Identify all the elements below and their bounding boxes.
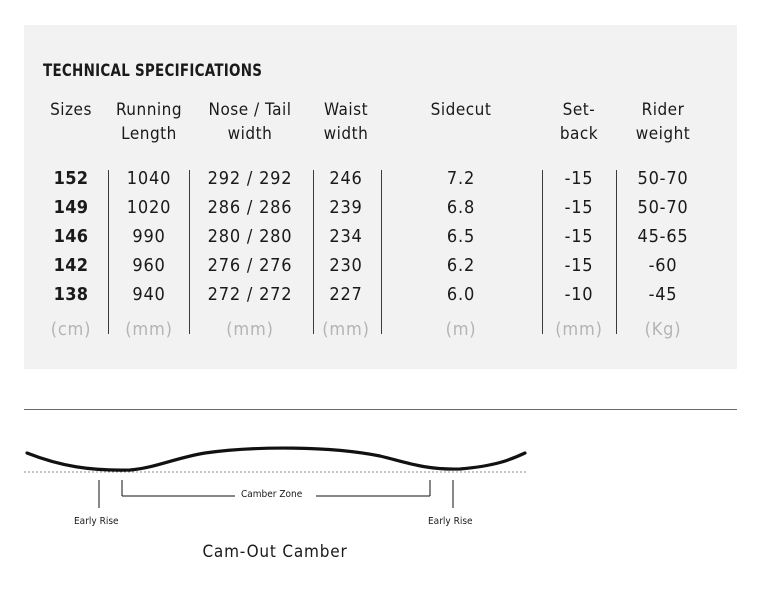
unit-cell: (mm) — [555, 319, 603, 340]
camber-zone-label: Camber Zone — [241, 489, 303, 500]
col-header-line1: Sizes — [50, 100, 92, 120]
sidecut-cell: 6.0 — [446, 284, 476, 305]
units-row — [24, 315, 737, 344]
waist-cell: 230 — [329, 255, 363, 276]
board-profile-diagram — [0, 430, 758, 510]
nose-tail-cell: 276 / 276 — [207, 255, 293, 276]
nose-tail-cell: 272 / 272 — [207, 284, 293, 305]
col-header-line2: width — [323, 124, 369, 144]
unit-cell: (Kg) — [644, 319, 682, 340]
running-length-cell: 1020 — [126, 197, 172, 218]
rider-weight-cell: -60 — [648, 255, 678, 276]
size-cell: 149 — [53, 197, 89, 218]
col-header-waist — [286, 98, 406, 146]
setback-cell: -15 — [564, 226, 594, 247]
unit-cell: (mm) — [322, 319, 370, 340]
waist-cell: 227 — [329, 284, 363, 305]
rider-weight-cell: 50-70 — [637, 197, 689, 218]
waist-cell: 234 — [329, 226, 363, 247]
sidecut-cell: 7.2 — [446, 168, 476, 189]
setback-cell: -15 — [564, 168, 594, 189]
col-header-line1: Running — [115, 100, 183, 120]
waist-cell: 239 — [329, 197, 363, 218]
nose-tail-cell: 292 / 292 — [207, 168, 293, 189]
table-row — [24, 280, 737, 309]
col-header-line2: Length — [121, 124, 177, 144]
section-divider — [24, 409, 737, 410]
profile-name: Cam-Out Camber — [202, 542, 348, 562]
table-row — [24, 193, 737, 222]
nose-tail-cell: 286 / 286 — [207, 197, 293, 218]
unit-cell: (m) — [445, 319, 477, 340]
col-header-line1: Waist — [323, 100, 369, 120]
col-header-line1: Nose / Tail — [208, 100, 292, 120]
rider-weight-cell: -45 — [648, 284, 678, 305]
col-header-line1: Sidecut — [430, 100, 492, 120]
col-header-line2: width — [227, 124, 273, 144]
col-header-line2: back — [559, 124, 599, 144]
table-row — [24, 251, 737, 280]
sidecut-cell: 6.2 — [446, 255, 476, 276]
setback-cell: -15 — [564, 255, 594, 276]
col-header-line1: Set- — [562, 100, 596, 120]
col-header-line2: weight — [635, 124, 691, 144]
early-rise-left-label: Early Rise — [74, 516, 119, 527]
unit-cell: (cm) — [50, 319, 92, 340]
board-profile-curve — [27, 448, 525, 470]
running-length-cell: 1040 — [126, 168, 172, 189]
running-length-cell: 940 — [132, 284, 166, 305]
table-row — [24, 222, 737, 251]
col-header-sidecut — [401, 98, 521, 122]
sidecut-cell: 6.5 — [446, 226, 476, 247]
unit-cell: (mm) — [226, 319, 274, 340]
rider-weight-cell: 50-70 — [637, 168, 689, 189]
table-row — [24, 164, 737, 193]
setback-cell: -10 — [564, 284, 594, 305]
col-header-rider-weight — [603, 98, 723, 146]
running-length-cell: 960 — [132, 255, 166, 276]
col-header-line1: Rider — [641, 100, 685, 120]
unit-cell: (mm) — [125, 319, 173, 340]
size-cell: 138 — [53, 284, 89, 305]
size-cell: 152 — [53, 168, 89, 189]
early-rise-right-label: Early Rise — [428, 516, 473, 527]
setback-cell: -15 — [564, 197, 594, 218]
nose-tail-cell: 280 / 280 — [207, 226, 293, 247]
size-cell: 146 — [53, 226, 89, 247]
sidecut-cell: 6.8 — [446, 197, 476, 218]
waist-cell: 246 — [329, 168, 363, 189]
spec-table — [24, 25, 737, 369]
running-length-cell: 990 — [132, 226, 166, 247]
rider-weight-cell: 45-65 — [637, 226, 689, 247]
size-cell: 142 — [53, 255, 89, 276]
spec-title: TECHNICAL SPECIFICATIONS — [43, 61, 263, 81]
